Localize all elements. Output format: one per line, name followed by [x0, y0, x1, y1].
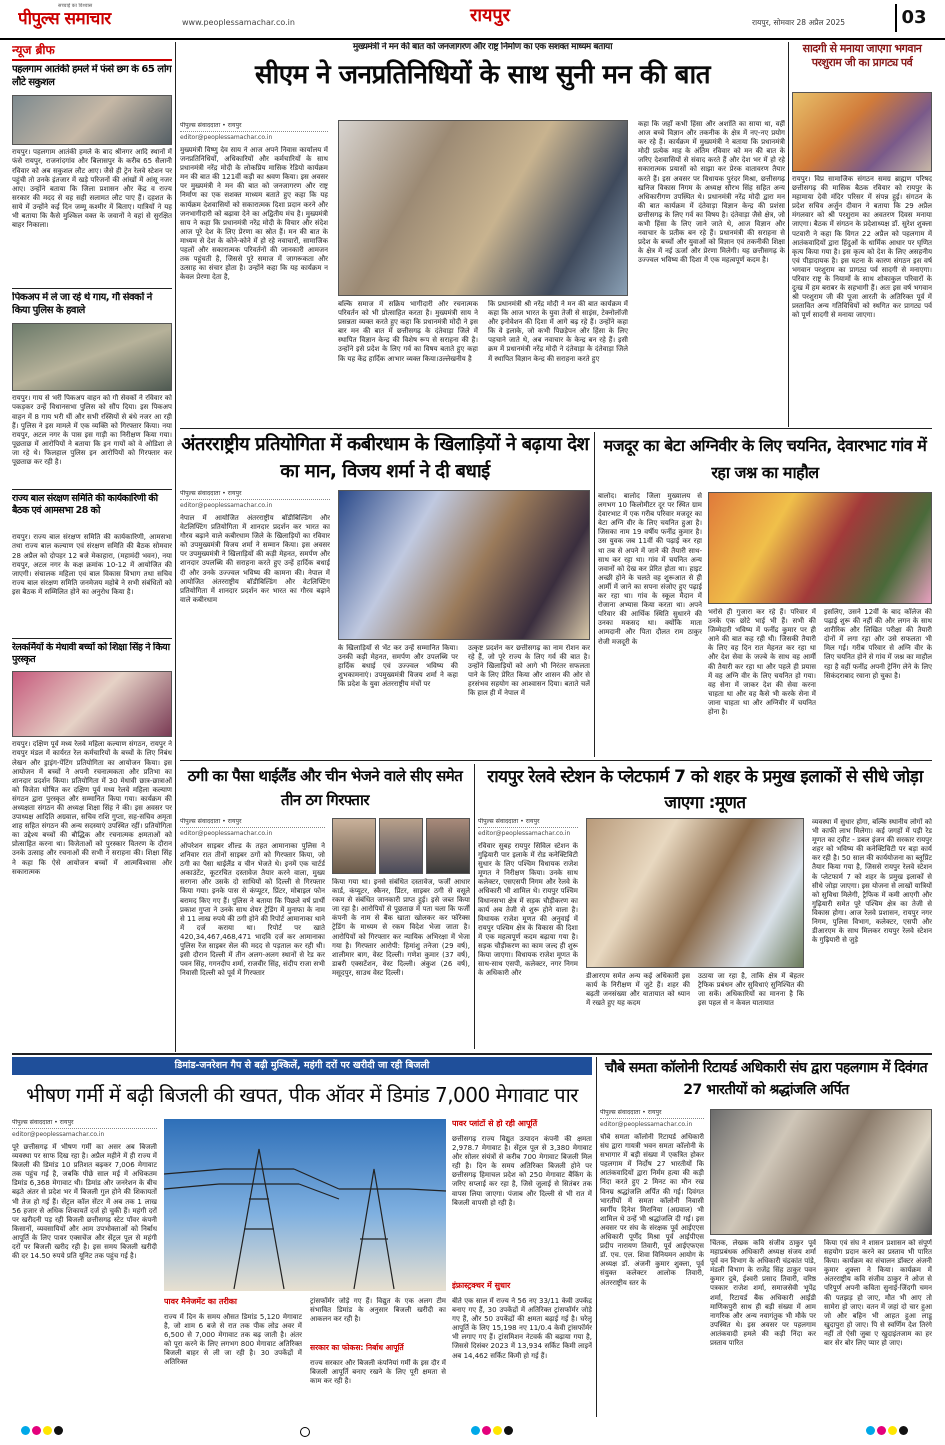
bijli-text-col-3: ट्रांसफॉर्मर जोड़े गए हैं। विद्युत के एक अलग टीम संभावित डिमांड के अनुसार बिजली खरीदी का आकलन कर रही है।	[310, 1297, 446, 1324]
brief-text-1: रायपुर। पहलगाम आतंकी हमले के बाद श्रीनगर आदि स्थानों में फंसे रायपुर, राजनांदगांव और बिलासपुर के करीब 65 सैलानी रविवार को अब सकुशल लौट आए। जैसे ही ट्रेन रेलवे स्टेशन पर पहुंची तो उनके इंतजार में खड़े परिजनों की आंखों में आंसू नजर आए। उन्होंने बताया कि जिला प्रशासन और केंद्र व राज्य सरकार की मदद से वह सही सलामत लौट पाए हैं। दहशत के साये में उन्होंने कई दिन जम्मू कश्मीर में बिताए। यात्रियों ने यह भी बताया कि कैसे मुश्किल वक्त के जवानों ने वहां से सुरक्षित बाहर निकाला।	[12, 148, 172, 230]
section-divider-3	[12, 1053, 932, 1055]
cmyk-strip-left	[20, 1426, 64, 1438]
mid-column-rule-2	[474, 764, 475, 1049]
brief-headline-2: पिकअप में ले जा रहे थे गाय, गौ सेवकों ने किया पुलिस के हवाले	[12, 292, 152, 316]
agniveer-text-col-1: बालोद। बालोद जिला मुख्यालय से लगभग 10 किलोमीटर दूर पर स्थित ग्राम देवारभाट में एक गरीब परिवार मजदूर का बेटा अग्नि वीर के लिए चयनित हुआ है। जिसका नाम 19 वर्षीय फनींद्र कुमार है। उस युवक जब 11वीं की पढ़ाई कर रहा था तब से अपने में जाने की तैयारी साथ-साथ कर रहा था। गांव में चयनित अन्य जवानों को देख कर प्रेरित होता था। हाइट अच्छी होने के चलते वह शुरूआत से ही आर्मी में जाने का सपना संजोए हुए पढ़ाई कर रहा था। गांव के स्कूल मैदान में रोजाना अभ्यास किया करता था। अपने परिवार की आर्थिक स्थिति सुधारने की उनका मकसद था। क्योंकि माता आमदानी और पिता दौलत राम ठाकुर रोजी मजदूरी के	[598, 492, 702, 646]
mann-kicker: मुख्यमंत्री ने मन की बात को जनजागरण और राष्ट्र निर्माण का एक सशक्त माध्यम बताया	[352, 42, 613, 52]
rail-byline-block	[478, 818, 578, 838]
transmission-tower-icon	[164, 1119, 446, 1291]
rail-text-col-3: उठाया जा रहा है, ताकि क्षेत्र में बेहतर ट्रैफिक प्रबंधन और सुविधाएं सुनिश्चित की जा सकें। अधिकारियों का मानना है कि इस पहल से न केवल यातायात	[698, 972, 804, 1008]
masthead-logo[interactable]	[18, 3, 178, 33]
mann-photo	[338, 120, 628, 296]
cmyk-strip-right	[865, 1426, 909, 1438]
bijli-text-col-6: बीते एक साल में राज्य ने 56 नए 33/11 केवी उपकेंद्र बनाए गए हैं, 30 उपकेंद्रों में अतिरिक्त ट्रांसफॉर्मर जोड़े गए हैं, और 50 उपकेंद्रों की क्षमता बढ़ाई गई है। घरेलू आपूर्ति के लिए 15,198 नए 11/0.4 केवी ट्रांसफॉर्मर भी लगाए गए हैं। ट्रांसमिशन नेटवर्क की बढ़ाया गया है, जिससे दिसंबर 2023 में 13,934 सर्किट किमी लाइनें अब 14,462 सर्किट किमी हो गई हैं।	[452, 1297, 592, 1360]
rail-byline: पीपुल्स संवाददाता • रायपुर	[478, 818, 578, 828]
masthead-url[interactable]: www.peoplessamachar.co.in	[182, 18, 295, 27]
thag-text-col-2: किया गया था। इनसे संबंधित दस्तावेज, फर्जी आधार कार्ड, कंप्यूटर, स्कैनर, प्रिंटर, साइबर ठगी से वसूले रकम से संबंधित जानकारी प्राप्त हुई। इसे जब्त किया जा रहा है। आरोपियों से पूछताछ में पता चला कि फर्जी कंपनी के नाम से बैंक खाता खोलकर कर फॉरेक्स ट्रेडिंग के माध्यम से रकम विदेश भेजा जाता है। आरोपियों को गिरफ्तार कर न्यायिक अभिरक्षा में भेजा गया है। गिरफ्तार आरोपी: हिमांशु तनेजा (29 वर्ष), शालीमार बाग, वेस्ट दिल्ली। गणेश कुमार (37 वर्ष), डाबरी एक्सटेंशन, वेस्ट दिल्ली। अंकुश (26 वर्ष), मसूदपुर, साउथ वेस्ट दिल्ली।	[332, 878, 470, 977]
brief-headline-1: पहलगाम आतंकी हमले में फंसे छग के 65 लोग लौटे सकुशल	[12, 64, 172, 88]
mann-text-col-4: कहा कि जहाँ कभी हिंसा और अशांति का साया था, वहीं आज बच्चे विज्ञान और तकनीक के क्षेत्र में नए-नए प्रयोग कर रहे हैं। कार्यक्रम में मुख्यमंत्री ने बताया कि प्रधानमंत्री मोदी प्रत्येक माह के अंतिम रविवार को मन की बात के जरिए देशवासियों से संवाद करते हैं और देश भर में हो रहे सकारात्मक प्रयासों को साझा कर प्रेरक वातावरण तैयार करते हैं। इस अवसर पर विधायक पुरंदर मिश्रा, छत्तीसगढ़ खनिज विकास निगम के अध्यक्ष सौरभ सिंह सहित अन्य अधिकारीगण उपस्थित थे। प्रधानमंत्री नरेंद्र मोदी द्वारा मन की बात कार्यक्रम में दंतेवाड़ा विज्ञान केन्द्र की प्रशंसा छत्तीसगढ़ के लिए गर्व का विषय है। दंतेवाड़ा जैसे क्षेत्र, जो कभी हिंसा के लिए जाने जाते थे, आज विज्ञान और नवाचार के प्रतीक बन रहे हैं। प्रधानमंत्री की सराहना से प्रदेश के बच्चों और युवाओं को विज्ञान एवं तकनीकी शिक्षा के क्षेत्र में नई ऊर्जा और प्रेरणा मिलेगी। यह छत्तीसगढ़ के उज्ज्वल भविष्य की दिशा में एक महत्वपूर्ण कदम है।	[638, 120, 785, 265]
thag-text-col-1: ऑपरेशन साइबर शील्ड के तहत आमानाका पुलिस ने शनिवार रात तीनों साइबर ठगों को गिरफ्तार किया, जो ठगी का पैसा थाईलैंड व चीन भेजते थे। इनमें एक चार्टर्ड अकाउंटेंट, कूटरचित दस्तावेज तैयार करने वाला, मुख्य सरगना और उसके दो साथियों को दिल्ली से गिरफ्तार किया गया। इनके पास से कंप्यूटर, प्रिंटर, मोबाइल फोन बरामद किए गए हैं। पुलिस ने बताया कि पिछले वर्ष प्रार्थी प्रकाश गुप्ता ने उनके साथ शेयर ट्रेडिंग में मुनाफा के नाम से 11 लाख रुपये की ठगी होने की रिपोर्ट आमानाका थाने में दर्ज कराया था। रिपोर्ट पर खाते 420,34,467,468,471 भादवि दर्ज कर आमानाका पुलिस रेंज साइबर सेल की मदद से पड़ताल कर रही थी। इसी दौरान दिल्ली में तीन अलग-अलग स्थानों से रेड कर पवन सिंह, गगनदीप शर्मा, राजवीर सिंह, संदीप राजा सभी निवासी दिल्ली को पूर्व में गिरफ्तार	[180, 842, 325, 978]
kabir-text-col-3: उत्कृष्ट प्रदर्शन कर छत्तीसगढ़ का नाम रोशन कर रहे हैं, जो पूरे राज्य के लिए गर्व की बात है। उन्होंने खिलाड़ियों को आगे भी निरंतर सफलता पाने के लिए प्रेरित किया और शासन की ओर से हरसंभव सहयोग का आश्वासन दिया। बताते चलें कि हाल ही में नेपाल में	[468, 644, 590, 698]
agniveer-story	[598, 432, 932, 757]
bijli-email[interactable]: editor@peoplessamachar.co.in	[12, 1130, 105, 1138]
logo-text: पीपुल्स समाचार	[18, 9, 111, 30]
brief-text-2: रायपुर। गाय से भरी पिकअप वाहन को गौ सेवकों ने रविवार को पकड़कर उन्हें विधानसभा पुलिस को सौंप दिया। इस पिकअप वाहन में 8 गाय भरी थीं और सभी रस्सियों से बंधे नजर आ रही हैं। पुलिस ने इस मामले में एक व्यक्ति को गिरफ्तार किया। नया रायपुर, अटल नगर के पास इस गाड़ी का निरीक्षण किया गया। पूछताछ में आरोपियों ने बताया कि इन गायों को वे ओडिशा ले जा रहे थे। फिलहाल पुलिस इन आरोपियों को गिरफ्तार कर पूछताछ कर रही है।	[12, 394, 172, 467]
parshuram-story	[792, 42, 932, 427]
logo-tagline: सच्चाई का विश्वास	[58, 3, 93, 9]
rail-text-col-4: व्यवस्था में सुधार होगा, बल्कि स्थानीय लोगों को भी काफी लाभ मिलेगा। कई जगहों में पड़ी रेड मूणत का ट्वीट - डबल इंजन की सरकार रायपुर शहर को भविष्य की कनेक्टिविटी पर बड़ा कार्य कर रही है। 50 साल की कार्ययोजना का ब्लूप्रिंट तैयार किया गया है, जिससे रायपुर रेलवे स्टेशन के प्लेटफार्म 7 को शहर के प्रमुख इलाकों से सीधे जोड़ा जाएगा। इस योजना से लाखों यात्रियों को सुविधा मिलेगी, ट्रैफिक में कमी आएगी और गुढ़ियारी समेत पूरे पश्चिम क्षेत्र का तेजी से विकास होगा। आज रेलवे प्रशासन, रायपुर नगर निगम, पुलिस विभाग, कलेक्टर, एसपी और डीआरएम के साथ मिलकर रायपुर रेलवे स्टेशन के गुढ़ियारी से जुड़े	[812, 818, 932, 945]
bijli-text-col-2: राज्य में दिन के समय औसत डिमांड 5,120 मेगावाट है, जो शाम 6 बजे से रात तक पीक लोड अवर में 6,500 से 7,000 मेगावाट तक बढ़ जाती है। अंतर को पूरा करने के लिए लगभग 800 मेगावाट अतिरिक्त बिजली बाहर से ली जा रही है। 30 उपकेंद्रों में अतिरिक्त	[164, 1313, 302, 1367]
bijli-subhead-5: पावर प्लांटों से हो रही आपूर्ति	[452, 1119, 538, 1128]
mann-headline: सीएम ने जनप्रतिनिधियों के साथ सुनी मन की बात	[254, 60, 711, 90]
chaube-byline: पीपुल्स संवाददाता • रायपुर	[600, 1109, 704, 1119]
accused-photo-1	[332, 818, 376, 874]
thag-byline: पीपुल्स संवाददाता • रायपुर	[180, 818, 325, 828]
kabir-text-col-2: के खिलाड़ियों से भेंट कर उन्हें सम्मानित किया। उनकी कड़ी मेहनत, समर्पण और उपलब्धि पर हार्दिक बधाई एवं उज्ज्वल भविष्य की शुभकामनाएं। उपमुख्यमंत्री विजय शर्मा ने कहा कि प्रदेश के युवा अंतरराष्ट्रीय मंचों पर	[338, 644, 458, 689]
agniveer-text-col-2: भरोसे ही गुजारा कर रहे हैं। परिवार में उनके एक छोटे भाई भी हैं। सभी की जिम्मेदारी भविष्य में फनींद्र कुमार पर ही आने की बात कह रही थी। जिसकी तैयारी के लिए वह दिन रात मेहनत कर रहा था और देश सेवा के जज्बे के साथ वह आर्मी की तैयारी कर रहा था और पहले ही प्रयास में वह अग्नि वीर के लिए चयनित हो गया। वह सेना में जाकर देश की सेवा करना चाहता था और वह कैसे भी करके सेना में जाना चाहता था और अग्निवीर में चयनित होना है।	[708, 608, 816, 717]
accused-photo-2	[379, 818, 423, 874]
brief-photo-2	[12, 323, 172, 391]
agniveer-headline: मजदूर का बेटा अग्निवीर के लिए चयनित, देवारभाट गांव में रहा जश्न का माहौल	[603, 436, 927, 483]
rail-photo	[586, 818, 804, 968]
electricity-story	[12, 1057, 592, 1417]
tribute-story	[600, 1057, 932, 1417]
bijli-subhead-6: इंफ्रास्ट्रक्चर में सुधार	[452, 1281, 511, 1290]
railway-story	[478, 764, 932, 1049]
section-divider-2	[180, 760, 932, 761]
mann-byline: पीपुल्स संवाददाता • रायपुर	[180, 122, 328, 132]
bijli-subhead-2: पावर मैनेजमेंट का तरीका	[164, 1297, 238, 1306]
brief-text-3: रायपुर। राज्य बाल संरक्षण समिति की कार्यकारिणी, आमसभा तथा राज्य बाल कल्याण एवं संरक्षण समिति की बैठक सोमवार 28 अप्रैल को दोपहर 12 बजे मेकाहारा, (महामंदी भवन), नया रायपुर, अटल नगर के कक्ष क्रमांक 10-12 में आयोजित की जाएगी। संचालक महिला एवं बाल विकास विभाग तथा सचिव राज्य बाल संरक्षण समिति जनमेजय महोबे ने सभी संबंधितों को इस बैठक में सम्मिलित होने का अनुरोध किया है।	[12, 533, 172, 596]
bijli-text-col-4: राज्य सरकार और बिजली कंपनियां गर्मी के इस दौर में बिजली आपूर्ति बनाए रखने के लिए पूरी क्षमता से काम कर रही है।	[310, 1359, 446, 1386]
thag-headline: ठगी का पैसा थाईलैंड और चीन भेजने वाले सीए समेत तीन ठग गिरफ्तार	[187, 767, 463, 809]
divider	[12, 489, 172, 490]
parshuram-photo	[792, 92, 932, 172]
cmyk-strip-center	[470, 1426, 514, 1438]
bijli-kicker: डिमांड-जनरेशन गैप से बढ़ी मुश्किलें, महंगी दरों पर खरीदी जा रही बिजली	[12, 1057, 592, 1075]
bijli-byline-block	[12, 1119, 157, 1139]
chaube-text-col-1: चौबे समता कॉलोनी रिटायर्ड अधिकारी संघ द्वारा गायत्री भवन समता कॉलोनी के सभागार में बड़ी संख्या में एकत्रित होकर पहलगाम में निर्दोष 27 भारतीयों कि आतंकवादियों द्वारा निर्मम हत्या की कड़ी निंदा करते हुए 2 मिनट का मौन रख विनम्र श्रद्धांजलि अर्पित की गई। दिवंगत भारतीयों में समता कॉलोनी निवासी स्वर्गीय दिनेश मिरानिया (अग्रवाल) भी शामिल थे उन्हें भी श्रद्धांजलि दी गई। इस अवसर पर संघ के संरक्षक पूर्व आईएएस अधिकारी पूर्णेंद मिश्रा पूर्व आईपीएस प्रदीप नारायण तिवारी, पूर्व आईएफएस डॉ. एच. एल. शिवा विनियमन आयोग के अध्यक्ष डॉ. अंजनी कुमार शुक्ला, पूर्व संयुक्त कलेक्टर आलोक तिवारी, अंतरराष्ट्रीय स्तर के	[600, 1133, 704, 1287]
news-brief-column	[12, 42, 172, 1052]
rail-email[interactable]: editor@peoplessamachar.co.in	[478, 829, 571, 837]
bottom-column-rule	[596, 1057, 597, 1417]
agniveer-photo	[708, 492, 932, 604]
mid-column-rule	[594, 432, 595, 757]
kabir-email[interactable]: editor@peoplessamachar.co.in	[180, 501, 273, 509]
thag-email[interactable]: editor@peoplessamachar.co.in	[180, 829, 273, 837]
masthead-city: रायपुर	[469, 5, 511, 26]
parshuram-text: रायपुर। विप्र सामाजिक संगठन समग्र ब्राह्मण परिषद छत्तीसगढ़ की मासिक बैठक रविवार को रायपुर के महामाया देवी मंदिर परिसर में संपन्न हुई। संगठन के प्रदेश सचिव अर्जुन दीवान ने बताया कि 29 अप्रैल मंगलवार को श्री परशुराम का अवतरण दिवस मनाया जाएगा। बैठक में संगठन के प्रदेशाध्यक्ष डॉ. सुरेश शुक्ला पटवारी ने कहा कि विगत 22 अप्रैल को पहलगाम में आतंकवादियों द्वारा हिंदुओं के धार्मिक आधार पर घृणित कृत्य किया गया है। इस कृत्य को देश के लिए असहनीय एवं पीड़ादायक है। इस घटना के कारण संगठन इस वर्ष भगवान परशुराम का प्रागट्य पर्व सादगी से मनाएगा। परिवार राष्ट्र के नियामों के साथ शोकाकुल परिवारों के दुःख में हम बराबर के सहभागी हैं। अतः इस वर्ष भगवान श्री परशुराम जी की पूजा आरती के अतिरिक्त पूर्व में प्रस्तावित अन्य गतिविधियों को स्थगित कर प्रागट्य पर्व को पूर्ण सादगी से मनाया जाएगा।	[792, 175, 932, 320]
left-column-rule	[175, 42, 176, 1052]
rail-text-col-2: डीआरएम समेत अन्य कई अधिकारी इस कार्य के निरीक्षण में जुटे हैं। शहर की बढ़ती जनसंख्या और यातायात को ध्यान में रखते हुए यह कदम	[586, 972, 690, 1008]
mann-text-col-1: मुख्यमंत्री विष्णु देव साय ने आज अपने निवास कार्यालय में जनप्रतिनिधियों, अधिकारियों और कर्मचारियों के साथ प्रधानमंत्री नरेंद्र मोदी के लोकप्रिय मासिक रेडियो कार्यक्रम मन की बात की 121वीं कड़ी का श्रवण किया। इस अवसर पर मुख्यमंत्री ने मन की बात को जनजागरण और राष्ट्र निर्माण का एक सशक्त माध्यम बताते हुए कहा कि यह कार्यक्रम देशवासियों को सकारात्मक दिशा प्रदान करने और जनभागीदारी को बढ़ावा देने का अद्वितीय मंच है। मुख्यमंत्री साय ने कहा कि प्रधानमंत्री नरेंद्र मोदी के विचार और संदेश आज पूरे देश के लिए प्रेरणा का स्रोत हैं। मन की बात के माध्यम से देश के कोने-कोने में हो रहे नवाचारों, सामाजिक पहलों और सकारात्मक परिवर्तनों की जानकारी आमजन तक पहुंचती है, जिससे पूरे समाज में जागरूकता और उत्साह का संचार होता है। उन्होंने कहा कि यह कार्यक्रम न केवल प्रेरणा देता है,	[180, 146, 328, 282]
bijli-text-col-5: छत्तीसगढ़ राज्य विद्युत उत्पादन कंपनी की क्षमता 2,978.7 मेगावाट है। सेंट्रल पूल से 3,380 मेगावाट और सोलर संयंत्रों से करीब 700 मेगावाट बिजली मिल रही है। दिन के समय अतिरिक्त बिजली होने पर छत्तीसगढ़ हिमाचल प्रदेश को 250 मेगावाट बैंकिंग के जरिए सप्लाई कर रहा है, जिसे जुलाई से सितंबर तक वापस लिया जाएगा। पंजाब और दिल्ली से भी रात में बिजली वापसी हो रही है।	[452, 1135, 592, 1207]
kabir-byline-block	[180, 490, 330, 510]
bijli-text-col-1: पूरे छत्तीसगढ़ में भीषण गर्मी का असर अब बिजली व्यवस्था पर साफ दिख रहा है। अप्रैल महीने में ही राज्य में बिजली की डिमांड 10 प्रतिशत बढ़कर 7,006 मेगावाट तक पहुंच गई है, जबकि पीछे साल मई में अधिकतम डिमांड 6,368 मेगावाट थी। डिमांड और जनरेशन के बीच बढ़ते अंतर से प्रदेश भर में बिजली गुल होने की शिकायतों भी तेज हो गई हैं। सेंट्रल कॉल सेंटर में अब तक 1 लाख 56 हजार से अधिक शिकायतें दर्ज हो चुकी हैं। महंगी दरों पर खरीदनी पड़ रही बिजली छत्तीसगढ़ स्टेट पॉवर कंपनी किसानों, व्यवसायियों और आम उपभोक्ताओं को निर्बाध आपूर्ति के लिए पावर एक्सचेंज और सेंट्रल पूल से महंगी दरों पर बिजली खरीद रही है। इस समय बिजली खरीदी की दर 14.50 रुपये प्रति यूनिट तक पहुंच गई है।	[12, 1143, 157, 1261]
divider	[12, 638, 172, 639]
registration-mark	[300, 1427, 310, 1437]
chaube-email[interactable]: editor@peoplessamachar.co.in	[600, 1120, 693, 1128]
brief-photo-1	[12, 95, 172, 145]
agniveer-text-col-3: इसलिए, उसने 12वीं के बाद कॉलेज की पढ़ाई शुरू की नहीं की और लगन के साथ शारीरिक और लिखित परीक्षा की तैयारी दोनों में लगा रहा और उसे सफलता भी मिल गई। गरीब परिवार से अग्नि वीर के लिए चयनित होने से गांव में जश्न का माहौल रहा है वहीं फनींद्र अपनी ट्रेनिंग लेने के लिए सिकंदराबाद रवाना हो चुका है।	[824, 608, 932, 680]
mann-text-col-2: बल्कि समाज में सक्रिय भागीदारी और रचनात्मक परिवर्तन को भी प्रोत्साहित करता है। मुख्यमंत्री साय ने प्रसन्नता व्यक्त करते हुए कहा कि प्रधानमंत्री मोदी ने इस बार मन की बात में छत्तीसगढ़ के दंतेवाड़ा जिले में स्थापित विज्ञान केन्द्र की विशेष रूप से सराहना की है। उन्होंने इसे प्रदेश के लिए गर्व का विषय बताते हुए कहा कि यह केंद्र हार्दिक आभार व्यक्त किया।उल्लेखनीय है	[338, 300, 478, 363]
parshuram-headline: सादगी से मनाया जाएगा भगवान परशुराम जी का प्रागट्य पर्व	[802, 42, 922, 70]
rail-text-col-1: रविवार सुबह रायपुर सिविल स्टेशन के गुढ़ियारी पार इलाके में रोड कनेक्टिविटी सुधार के लिए पश्चिम विधायक राजेश मूणत ने निरीक्षण किया। उनके साथ कलेक्टर, एसएसपी निगम और रेलवे के अधिकारी भी शामिल थे। रायपुर पश्चिम विधानसभा क्षेत्र में सड़क चौड़ीकरण का कार्य अब तेजी से शुरू होने वाला है। विधायक राजेश मूणत की अनुवाई में रायपुर पश्चिम क्षेत्र के विकास की दिशा में एक महत्वपूर्ण कदम बढ़ाया गया है। सड़क चौड़ीकरण का काम जल्द ही शुरू किया जाएगा। विधायक राजेश मूणत के साथ-साथ एसपी, कलेक्टर, नगर निगम के अधिकारी और	[478, 842, 578, 978]
chaube-headline: चौबे समता कॉलोनी रिटायर्ड अधिकारी संघ द्वारा पहलगाम में दिवंगत 27 भारतीयों को श्रद्धांजलि अर्पित	[604, 1060, 928, 1099]
registration-marks-bottom	[0, 1422, 945, 1445]
brief-headline-3: राज्य बाल संरक्षण समिति की कार्यकारिणी की बैठक एवं आमसभा 28 को	[12, 493, 158, 517]
accused-photo-3	[426, 818, 470, 874]
brief-photo-4	[12, 671, 172, 737]
brief-text-4: रायपुर। दक्षिण पूर्व मध्य रेलवे महिला कल्याण संगठन, रायपुर ने रायपुर मंडल में कार्यरत रेल कर्मचारियों के बच्चों के लिए निबंध लेखन और ड्राइंग-पेंटिंग प्रतियोगिता का आयोजन किया। इस आयोजन में बच्चों ने अपनी रचनात्मकता और प्रतिभा का शानदार प्रदर्शन किया। प्रतियोगिता में 30 मेधावी छात्र-छात्राओं को विजेता घोषित कर दक्षिण पूर्व मध्य रेलवे महिला कल्याण संगठन द्वारा पुरस्कृत और सम्मानित किया गया। कार्यक्रम की अध्यक्षता संगठन की अध्यक्ष शिक्षा सिंह ने की। इस अवसर पर उपाध्यक्ष आदिति अग्रवाल, सचिव राशि गुप्ता, सह-सचिव अमृता शाह सहित संगठन की अन्य सदस्याएं उपस्थित रहीं। प्रतियोगिता का उद्देश्य बच्चों की बौद्धिक और रचनात्मक क्षमताओं को प्रोत्साहित करना था। विजेताओं को पुरस्कार वितरण के दौरान उनके उत्साह और रचनाओं की सभी ने सराहना की। शिक्षा सिंह ने कहा कि ऐसे आयोजन बच्चों में आत्मविश्वास और सकारात्मक	[12, 740, 172, 876]
kabir-photo	[338, 490, 590, 640]
chaube-byline-block	[600, 1109, 704, 1129]
masthead-date: रायपुर, सोमवार 28 अप्रैल 2025	[752, 18, 845, 27]
bijli-headline: भीषण गर्मी में बढ़ी बिजली की खपत, पीक ऑवर में डिमांड 7,000 मेगावाट पार	[26, 1083, 578, 1107]
masthead	[0, 0, 945, 40]
bijli-subhead-4: सरकार का फोकस: निर्बाध आपूर्ति	[310, 1343, 404, 1352]
mann-ki-baat-story	[180, 42, 785, 427]
right-column-rule	[788, 42, 789, 427]
kabir-text-col-1: नेपाल में आयोजित अंतरराष्ट्रीय बॉडीबिल्डिंग और वेटलिफ्टिंग प्रतियोगिता में शानदार प्रदर्शन कर भारत का गौरव बढ़ाने वाले कबीरधाम जिले के खिलाड़ियों का रविवार को उपमुख्यमंत्री विजय शर्मा ने सम्मान किया। इस अवसर पर उपमुख्यमंत्री ने खिलाड़ियों की कड़ी मेहनत, समर्पण और शानदार उपलब्धि की सराहना करते हुए उन्हें हार्दिक बधाई दी और उनके उज्ज्वल भविष्य की कामना की। नेपाल में आयोजित अंतरराष्ट्रीय बॉडीबिल्डिंग और वेटलिफ्टिंग प्रतियोगिता में शानदार प्रदर्शन कर भारत का गौरव बढ़ाने वाले कबीरधाम	[180, 514, 330, 604]
kabir-headline: अंतरराष्ट्रीय प्रतियोगिता में कबीरधाम के खिलाड़ियों ने बढ़ाया देश का मान, विजय शर्मा ने दी बधाई	[181, 434, 589, 482]
brief-headline-4: रेलकर्मियों के मेधावी बच्चों को शिक्षा सिंह ने किया पुरस्कृत	[12, 642, 170, 666]
cyber-fraud-story	[180, 764, 470, 1049]
chaube-photo	[710, 1109, 932, 1235]
brief-label: न्यूज ब्रीफ	[12, 42, 172, 61]
kabirdham-story	[180, 432, 590, 757]
divider	[12, 288, 172, 289]
chaube-text-col-2: चिंतक, लेखक कवि संजीव ठाकुर पूर्व महाप्रबंधक अधिकारी अध्यक्ष संजय शर्मा पूर्व वन विभाग के अधिकारी चंद्रकांत पांडे, मंडली विभाग के राजेंद्र सिंह ठाकुर पवन कुमार दुबे, ईश्वरी प्रसाद तिवारी, वरिष्ठ पत्रकार राजेश शर्मा, समाजसेवी भूपेंद्र शर्मा, रिटायर्ड बैंक अधिकारी आईडी माणिकपुरी साथ ही बड़ी संख्या में आम नागरिक और अन्य नवागंतुक भी मौके पर उपस्थित थे। इस अवसर पर पहलगाम आतंकवादी हमले की कड़ी निंदा कर प्रस्ताव पारित	[710, 1239, 816, 1348]
mann-byline-block	[180, 122, 328, 142]
bijli-photo	[164, 1119, 446, 1291]
rail-headline: रायपुर रेलवे स्टेशन के प्लेटफार्म 7 को शहर के प्रमुख इलाकों से सीधे जोड़ा जाएगा :मूणत	[487, 767, 923, 814]
bijli-byline: पीपुल्स संवाददाता • रायपुर	[12, 1119, 157, 1129]
chaube-text-col-3: किया एवं संघ ने शासन प्रशासन को संपूर्ण सहयोग प्रदान करने का प्रस्ताव भी पारित किया। कार्यक्रम का संचालन डॉक्टर अंजनी कुमार शुक्ला ने किया। कार्यक्रम में अंतरराष्ट्रीय कवि संजीव ठाकुर ने ओज से परिपूर्ण अपनी कविता सुनाई-जिंदगी चमन की पतझड़ हो जाए, मौत भी आए तो सामेरा हो जाए। वतन में जहां दो चार हुआ जो और बहिन भी आहत हुआ लाडू खुदापुरा हो जाए। पि से स्वर्णिम देश तिरंगे नहीं तो ऐसी जुबा ए खुदाइंतजाम का हर बार सेर बोर लिए प्यार हो जाए।	[824, 1239, 932, 1348]
section-divider-1	[180, 428, 932, 429]
mann-text-col-3: कि प्रधानमंत्री श्री नरेंद्र मोदी ने मन की बात कार्यक्रम में कहा कि आज भारत के युवा तेजी से साइंस, टेक्नोलॉजी और इनोवेशन की दिशा में आगे बढ़ रहे हैं। उन्होंने कहा कि वे इलाके, जो कभी पिछड़ेपन और हिंसा के लिए पहचाने जाते थे, अब नवाचार के केन्द्र बन रहे हैं। इसी क्रम में प्रधानमंत्री नरेंद्र मोदी ने दंतेवाड़ा के दंतेवाड़ा जिले में स्थापित विज्ञान केन्द्र की सराहना करते हुए	[488, 300, 628, 363]
thag-byline-block	[180, 818, 325, 838]
page-number: 03	[895, 4, 931, 32]
kabir-byline: पीपुल्स संवाददाता • रायपुर	[180, 490, 330, 500]
thag-photos	[332, 818, 470, 874]
mann-email[interactable]: editor@peoplessamachar.co.in	[180, 133, 273, 141]
